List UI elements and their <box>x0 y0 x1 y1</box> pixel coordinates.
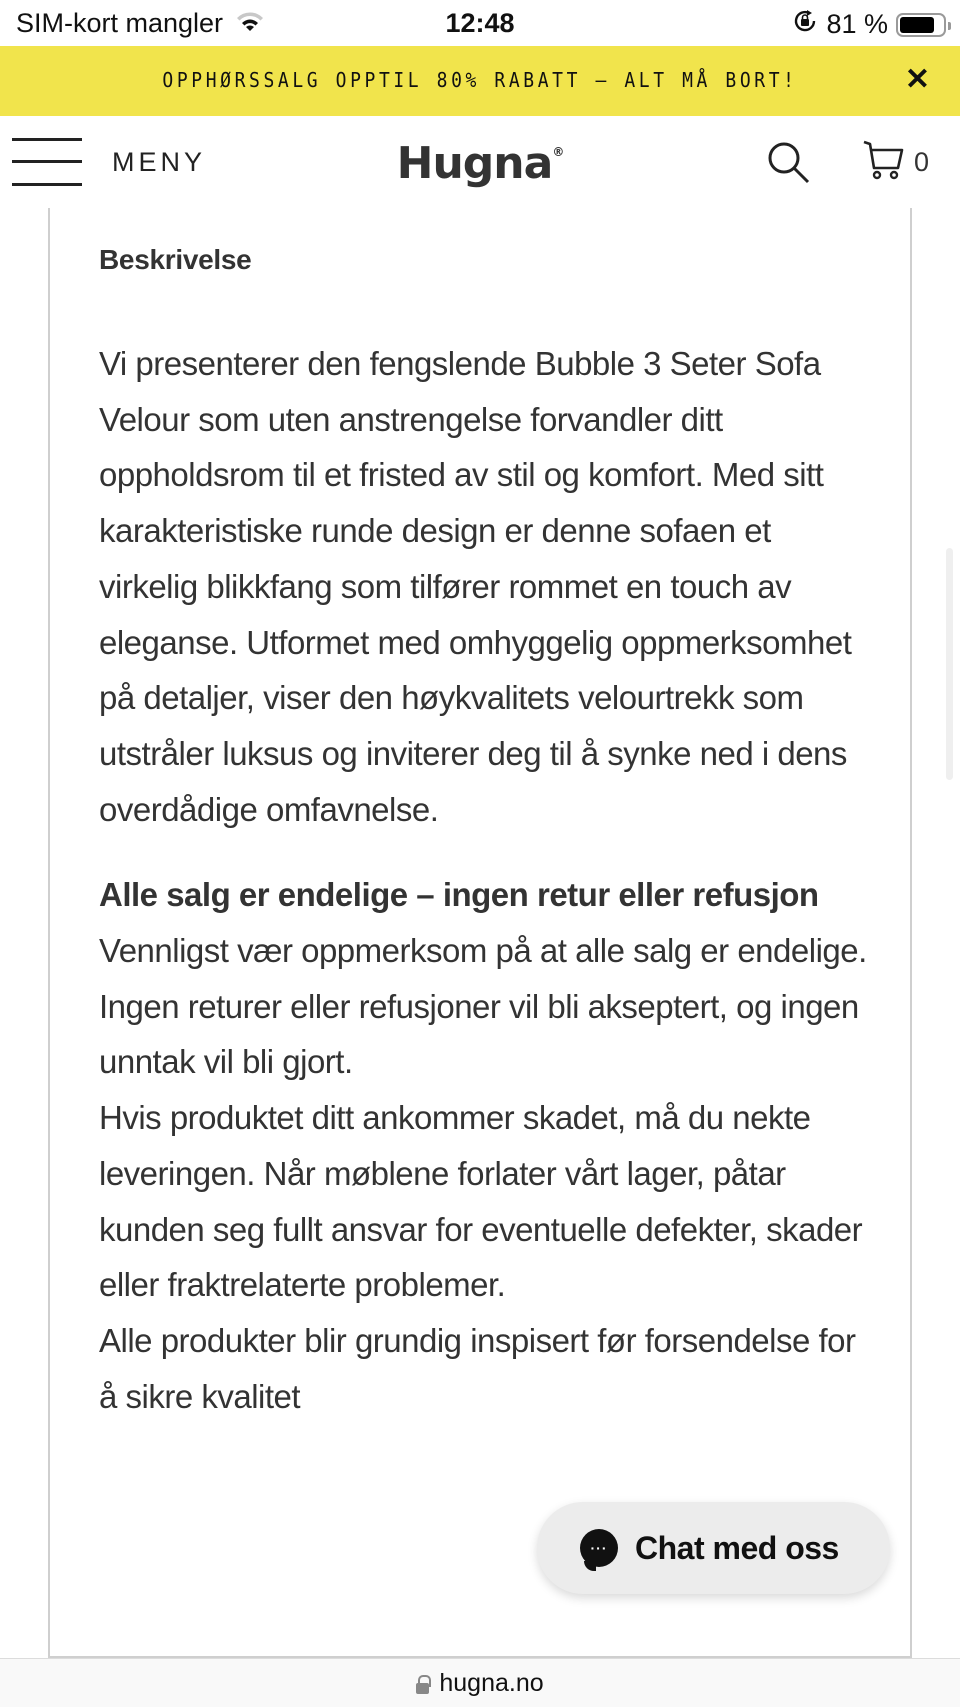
chat-button[interactable] <box>537 1502 890 1594</box>
status-bar <box>0 0 960 46</box>
promo-banner <box>0 46 960 116</box>
product-description <box>99 244 869 1424</box>
description-title: Beskrivelse <box>99 244 252 275</box>
browser-url-bar[interactable] <box>0 1658 960 1707</box>
url-text: hugna.no <box>439 1669 544 1697</box>
cart-count: 0 <box>914 147 930 177</box>
promo-text: OPPHØRSSALG OPPTIL 80% RABATT – ALT MÅ BORT! <box>162 68 798 92</box>
battery-icon <box>896 13 946 37</box>
policy-paragraph: Vennligst vær oppmerksom på at alle salg er endelige. Ingen returer eller refusjoner vil bli akseptert, og ingen unntak vil bli gjort. <box>99 932 867 1081</box>
status-right <box>792 8 946 41</box>
logo-text: Hugna <box>396 138 553 189</box>
close-icon[interactable]: ✕ <box>904 63 930 96</box>
carrier-text: SIM-kort mangler <box>16 8 224 38</box>
search-icon <box>766 173 812 190</box>
search-button[interactable] <box>766 140 812 191</box>
logo[interactable] <box>0 138 960 189</box>
description-paragraph: Vi presenterer den fengslende Bubble 3 Seter Sofa Velour som uten anstrengelse forvandler ditt oppholdsrom til et fristed av stil og komfort. Med sitt karakteristiske runde design er denne sofaen et virkelig blikkfang som tilfører rommet en touch av eleganse. Utformet med omhyggelig oppmerksomhet på detaljer, viser den høykvalitets velourtrekk som utstråler luksus og inviterer deg til å synke ned i dens overdådige omfavnelse. <box>99 345 852 828</box>
lock-icon <box>416 1675 429 1693</box>
site-header <box>0 116 960 208</box>
chat-bubble-icon: ··· <box>580 1529 618 1567</box>
status-time: 12:48 <box>445 8 515 38</box>
policy-title: Alle salg er endelige – ingen retur eller refusjon <box>99 876 819 914</box>
policy-paragraph: Alle produkter blir grundig inspisert før forsendelse for å sikre kvalitet <box>99 1321 856 1415</box>
cart-button[interactable] <box>862 138 929 187</box>
battery-percent: 81 % <box>826 9 888 39</box>
menu-label: MENY <box>112 146 207 177</box>
cart-icon <box>862 138 906 187</box>
url-display <box>0 1669 960 1698</box>
scrollbar-thumb[interactable] <box>946 548 953 780</box>
orientation-lock-icon <box>792 8 818 41</box>
logo-mark: ® <box>552 145 564 159</box>
chat-label: Chat med oss <box>635 1529 839 1566</box>
policy-paragraph: Hvis produktet ditt ankommer skadet, må du nekte leveringen. Når møblene forlater vårt lager, påtar kunden seg fullt ansvar for eventuelle defekter, skader eller fraktrelaterte problemer. <box>99 1099 863 1304</box>
